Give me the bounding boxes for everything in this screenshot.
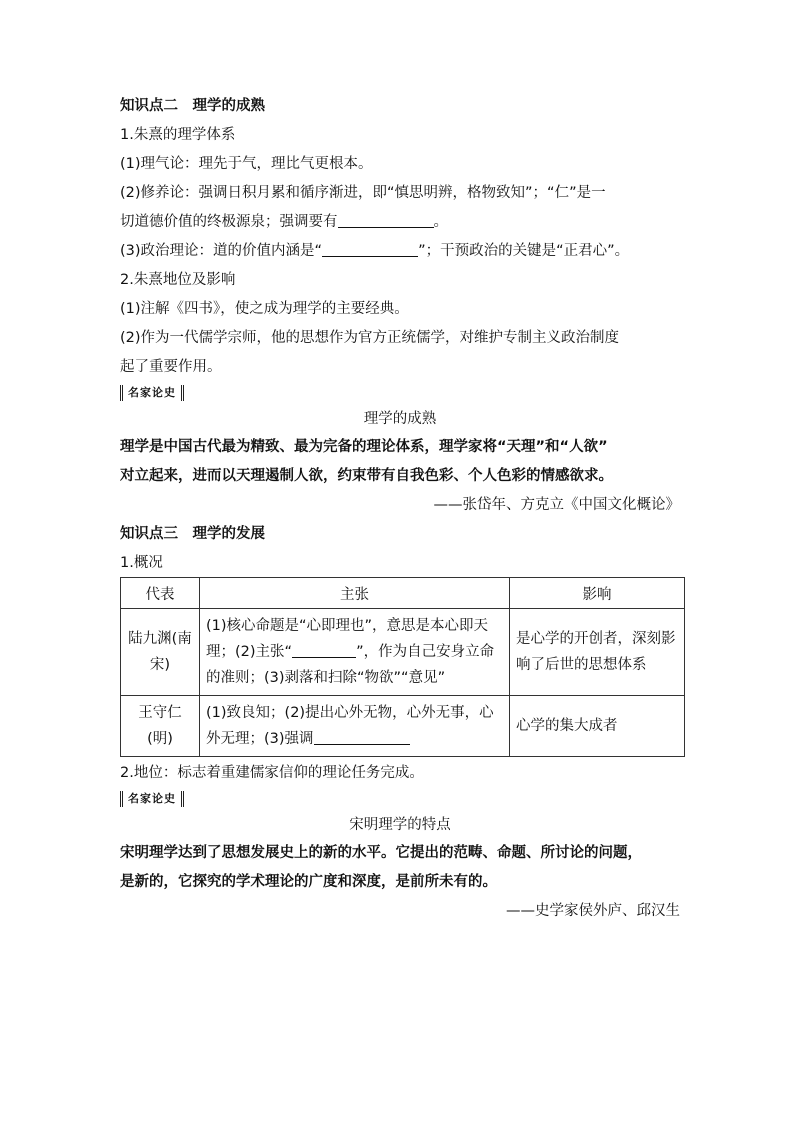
quote-line-2b: 是新的，它探究的学术理论的广度和深度，是前所未有的。 [120, 874, 497, 890]
row2-impact: 心学的集大成者 [510, 696, 685, 757]
fill-blank-2[interactable] [322, 242, 418, 257]
quote-source-1: ——张岱年、方克立《中国文化概论》 [433, 497, 680, 513]
subheading-overview: 1.概况 [120, 555, 163, 571]
paragraph-liqi: (1)理气论：理先于气，理比气更根本。 [120, 156, 373, 172]
fill-blank-3[interactable] [292, 643, 356, 658]
row1-impact: 是心学的开创者，深刻影响了后世的思想体系 [510, 609, 685, 696]
row1-name: 陆九渊(南宋) [121, 609, 200, 696]
section-heading-2: 知识点二 理学的成熟 [120, 98, 265, 114]
paragraph-politics [120, 241, 680, 261]
row2-claim-text: (1)致良知；(2)提出心外无物，心外无事，心外无理；(3)强调 [206, 705, 494, 747]
header-daibiao: 代表 [121, 578, 200, 609]
row1-claim-text: (1)核心命题是“心即理也”，意思是本心即天理；(2)主张“ [206, 618, 489, 660]
quote-source-2: ——史学家侯外庐、邱汉生 [506, 903, 680, 919]
quote-title-1: 理学的成熟 [363, 411, 437, 427]
table-row [121, 696, 685, 757]
xiuyang-text: 切道德价值的终极源泉；强调要有 [120, 214, 338, 230]
fill-blank-4[interactable] [314, 730, 410, 745]
paragraph-xiuyang-2 [120, 212, 680, 232]
paragraph-status: 2.地位：标志着重建儒家信仰的理论任务完成。 [120, 765, 424, 781]
header-yingxiang: 影响 [510, 578, 685, 609]
subheading-influence: 2.朱熹地位及影响 [120, 272, 236, 288]
xiuyang-end: 。 [433, 214, 448, 230]
paragraph-sishu: (1)注解《四书》，使之成为理学的主要经典。 [120, 301, 409, 317]
politics-text: (3)政治理论：道的价值内涵是“ [120, 243, 323, 259]
paragraph-zongshi-2: 起了重要作用。 [120, 359, 222, 375]
paragraph-xiuyang-1: (2)修养论：强调日积月累和循序渐进，即“慎思明辨，格物致知”；“仁”是一 [120, 185, 606, 201]
header-zhuzhang: 主张 [200, 578, 510, 609]
subheading-zhuxi-system: 1.朱熹的理学体系 [120, 127, 236, 143]
tag-row-2 [120, 791, 680, 807]
mingjia-tag-2: 名家论史 [120, 791, 184, 807]
tag-row-1 [120, 385, 680, 401]
row2-name: 王守仁(明) [121, 696, 200, 757]
quote-line-2a: 宋明理学达到了思想发展史上的新的水平。它提出的范畴、命题、所讨论的问题， [120, 845, 642, 861]
fill-blank-1[interactable] [338, 213, 434, 228]
row1-claim-text-2: ”，作为自己安身立命的准则；(3)剥落和扫除“物欲”“意见” [206, 644, 495, 686]
row2-claim [200, 696, 510, 757]
page-content [120, 96, 680, 926]
overview-table [120, 577, 685, 757]
row1-claim [200, 609, 510, 696]
quote-line-1a: 理学是中国古代最为精致、最为完备的理论体系，理学家将“天理”和“人欲” [120, 439, 608, 455]
paragraph-zongshi-1: (2)作为一代儒学宗师，他的思想作为官方正统儒学，对维护专制主义政治制度 [120, 330, 620, 346]
mingjia-tag: 名家论史 [120, 385, 184, 401]
section-heading-3: 知识点三 理学的发展 [120, 526, 265, 542]
politics-end: ”；干预政治的关键是“正君心”。 [418, 243, 630, 259]
quote-title-2: 宋明理学的特点 [349, 817, 451, 833]
table-header-row [121, 578, 685, 609]
table-row [121, 609, 685, 696]
quote-line-1b: 对立起来，进而以天理遏制人欲，约束带有自我色彩、个人色彩的情感欲求。 [120, 468, 613, 484]
